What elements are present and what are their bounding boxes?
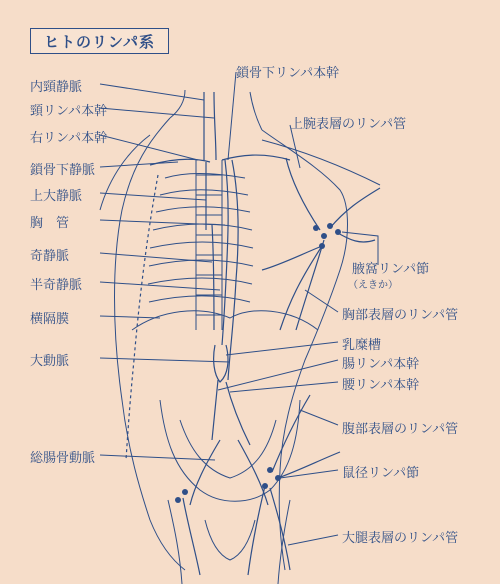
- iliac-artery-left: [190, 440, 220, 505]
- label-chest-surface-lymphatics: 胸部表層のリンパ管: [342, 308, 459, 323]
- label-common-iliac-artery: 総腸骨動脈: [30, 451, 96, 466]
- thigh-left: [168, 500, 182, 584]
- torso-outline: [115, 118, 186, 570]
- jugular-trunk: [214, 92, 216, 160]
- label-abdominal-surface-lymphatics: 腹部表層のリンパ管: [342, 422, 459, 437]
- label-azygos-vein: 奇静脈: [30, 249, 70, 264]
- label-lumbar-trunk: 腰リンパ本幹: [342, 378, 420, 393]
- rib-cage: [148, 174, 253, 303]
- label-diaphragm: 横隔膜: [30, 312, 70, 327]
- label-intestinal-trunk: 腸リンパ本幹: [342, 357, 420, 372]
- label-axillary-nodes: 腋窩リンパ節: [352, 262, 430, 277]
- label-superior-vena-cava: 上大静脈: [30, 189, 83, 204]
- pelvis-inner: [180, 420, 276, 478]
- label-thoracic-duct: 胸 管: [30, 216, 70, 231]
- label-axillary-reading: （えきか）: [348, 280, 398, 291]
- label-inguinal-nodes: 鼠径リンパ節: [342, 466, 420, 481]
- azygos-vein: [212, 225, 214, 330]
- label-hemiazygos-vein: 半奇静脈: [30, 278, 83, 293]
- shoulder-line: [100, 135, 380, 210]
- label-internal-jugular-vein: 内頸静脈: [30, 80, 83, 95]
- spine: [196, 160, 222, 330]
- subclavian-vein: [150, 155, 290, 165]
- label-jugular-trunk: 頸リンパ本幹: [30, 104, 108, 119]
- label-cisterna-chyli: 乳糜槽: [342, 338, 382, 353]
- label-subclavian-trunk: 鎖骨下リンパ本幹: [236, 66, 340, 81]
- neck-outline: [170, 90, 262, 130]
- label-thigh-surface-lymphatics: 大腿表層のリンパ管: [342, 531, 459, 546]
- intestinal-trunk: [212, 380, 218, 440]
- aorta: [228, 160, 238, 380]
- label-subclavian-vein: 鎖骨下静脈: [30, 163, 96, 178]
- groin: [205, 520, 255, 560]
- abdominal-lymph-vessels: [272, 395, 340, 478]
- leader-lines-left: [100, 84, 230, 460]
- diaphragm: [132, 311, 318, 330]
- label-aorta: 大動脈: [30, 354, 70, 369]
- cisterna-chyli: [214, 345, 228, 382]
- axillary-nodes: [313, 223, 341, 249]
- chest-lymph-vessels: [262, 246, 322, 330]
- thigh-lymph-vessels: [183, 486, 290, 575]
- label-arm-surface-lymphatics: 上腕表層のリンパ管: [290, 117, 407, 132]
- label-right-lymphatic-duct: 右リンパ本幹: [30, 131, 108, 146]
- figure-title: ヒトのリンパ系: [30, 28, 169, 54]
